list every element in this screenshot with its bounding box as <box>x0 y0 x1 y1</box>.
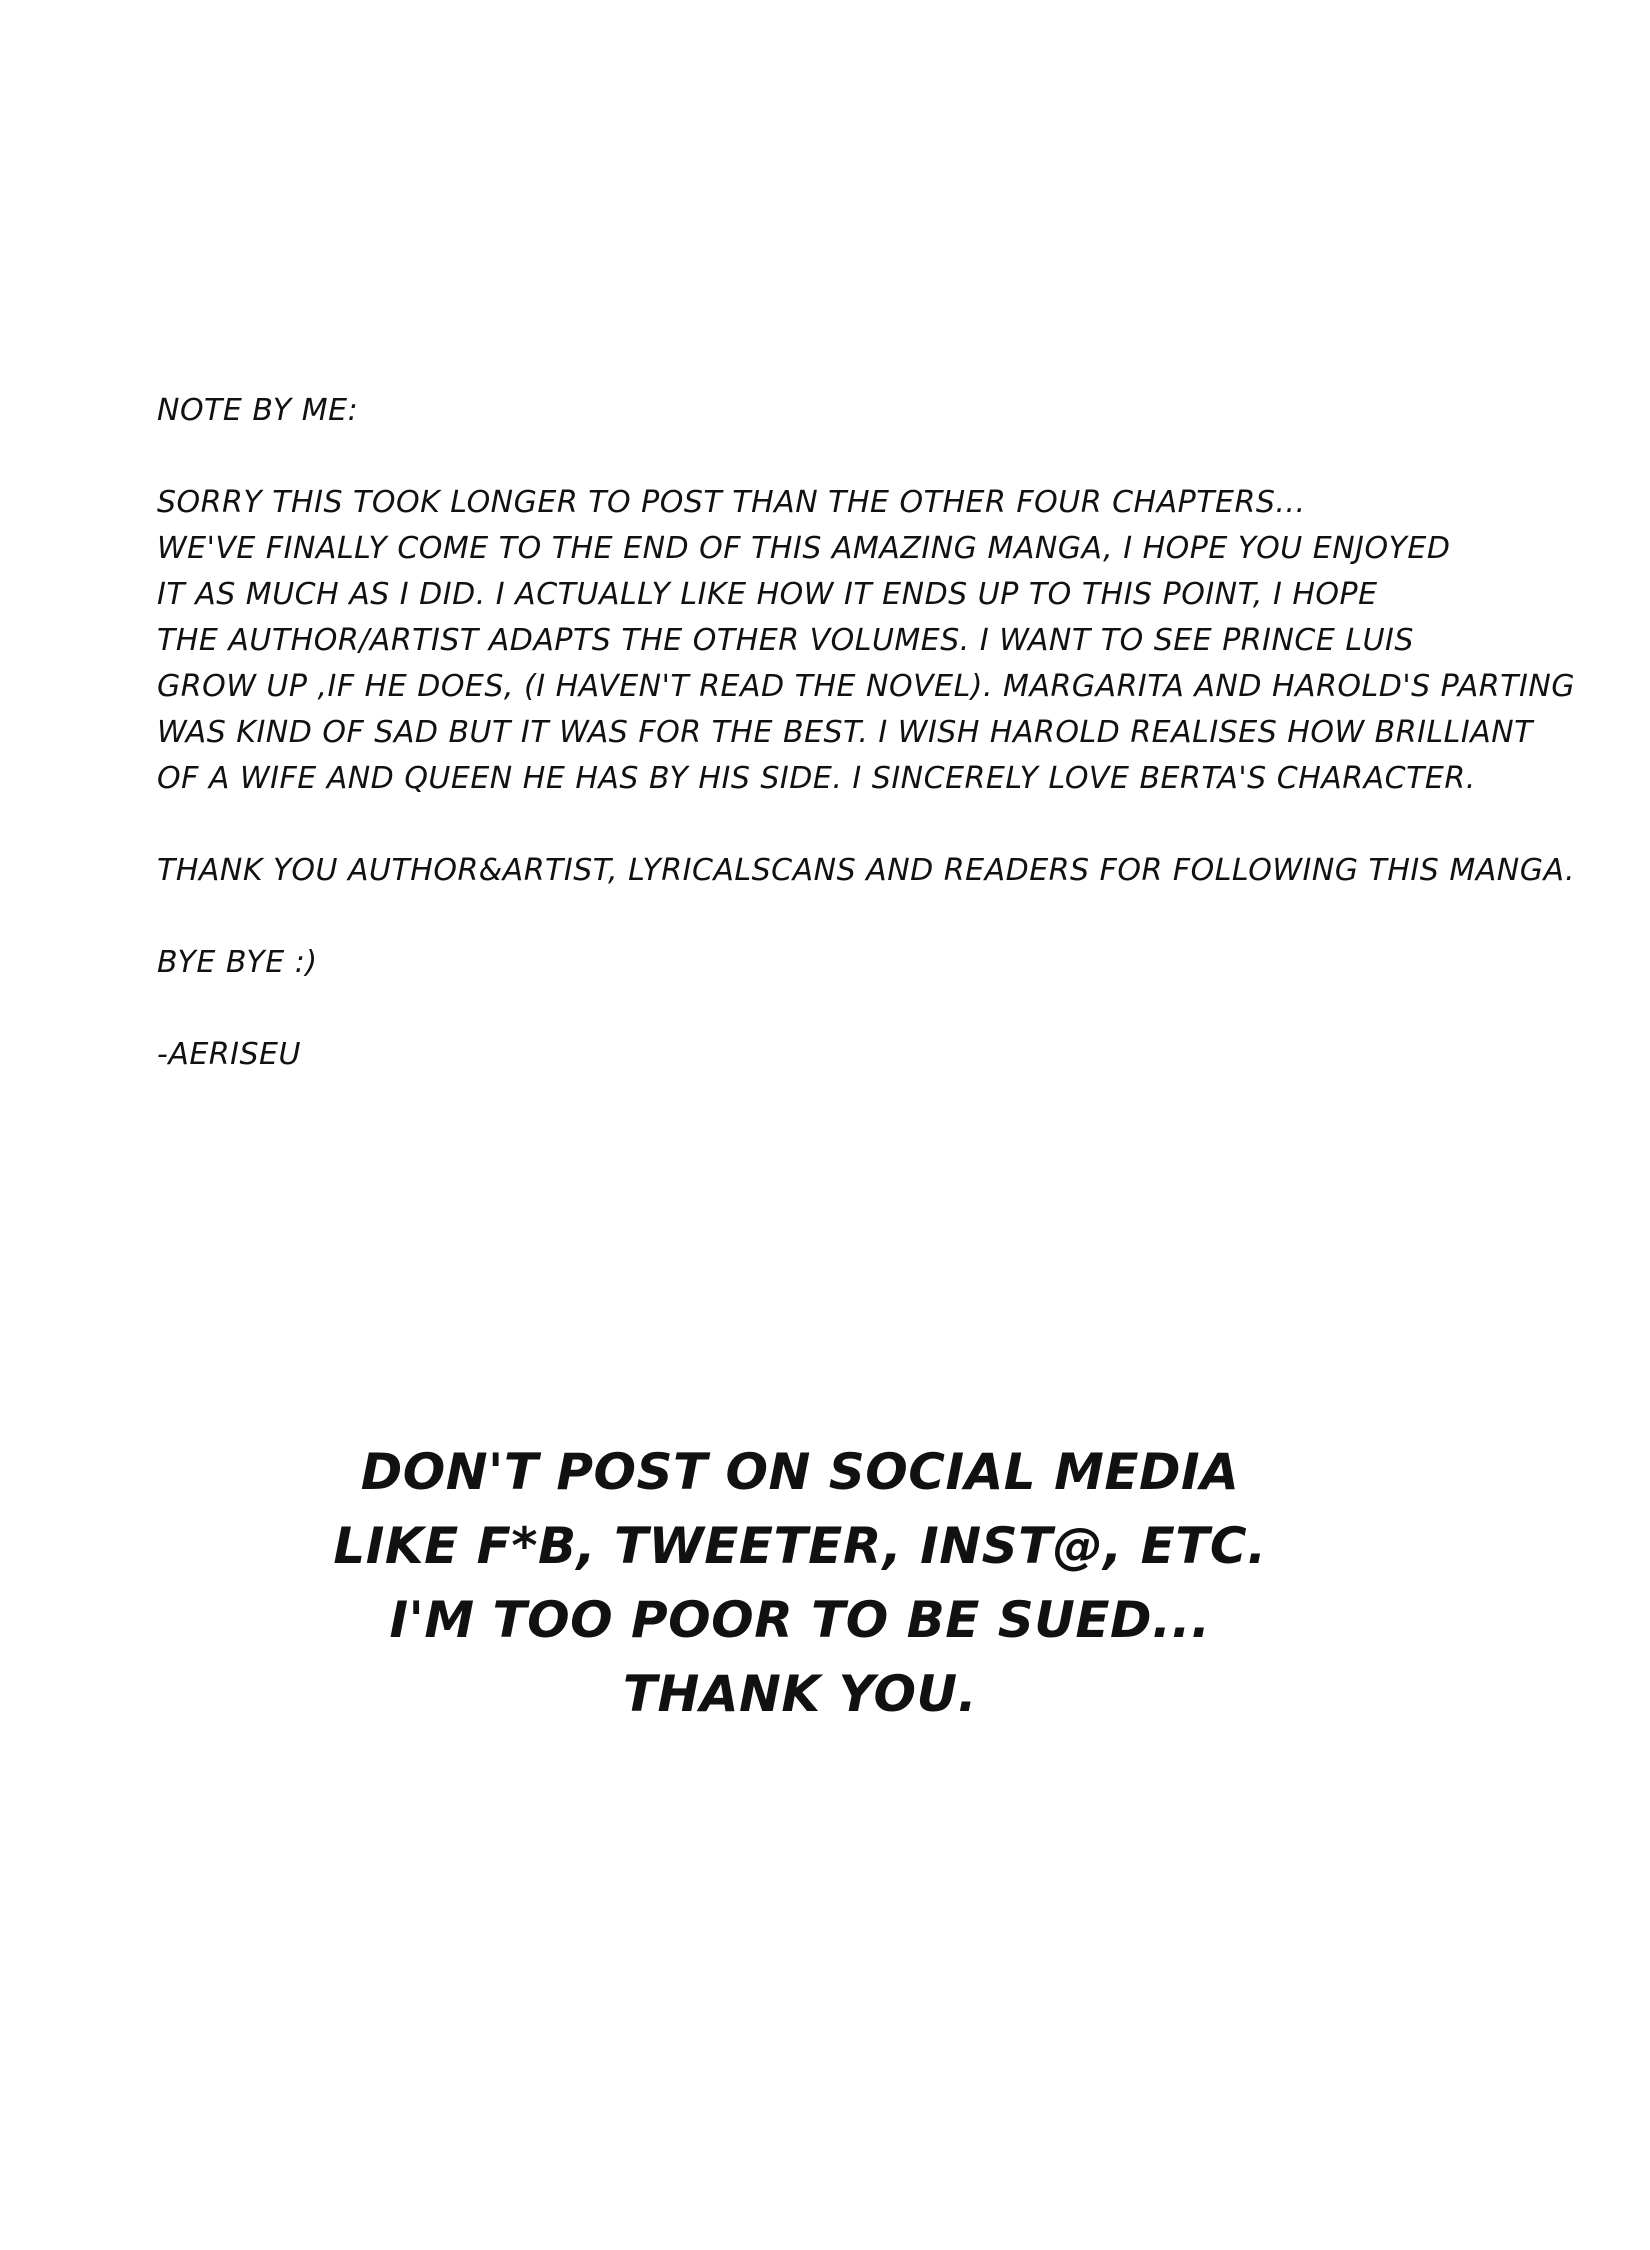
note-body-line: OF A WIFE AND QUEEN HE HAS BY HIS SIDE. I SINCERELY LOVE BERTA'S CHARACTER. <box>157 761 1476 796</box>
translator-note <box>157 388 1587 1078</box>
warning-line: LIKE F*B, TWEETER, INST@, ETC. <box>333 1517 1267 1575</box>
note-body-line: GROW UP ,IF HE DOES, (I HAVEN'T READ THE NOVEL). MARGARITA AND HAROLD'S PARTING <box>157 669 1576 704</box>
sharing-warning <box>300 1435 1300 1731</box>
note-body-line: WE'VE FINALLY COME TO THE END OF THIS AMAZING MANGA, I HOPE YOU ENJOYED <box>157 531 1451 566</box>
note-farewell: BYE BYE :) <box>157 945 318 980</box>
warning-line: I'M TOO POOR TO BE SUED... <box>389 1591 1211 1649</box>
note-body <box>157 480 1587 802</box>
warning-line: THANK YOU. <box>622 1665 978 1723</box>
note-heading: NOTE BY ME: <box>157 393 359 428</box>
note-body-line: IT AS MUCH AS I DID. I ACTUALLY LIKE HOW IT ENDS UP TO THIS POINT, I HOPE <box>157 577 1378 612</box>
note-thanks: THANK YOU AUTHOR&ARTIST, LYRICALSCANS AND READERS FOR FOLLOWING THIS MANGA. <box>157 853 1576 888</box>
note-body-line: THE AUTHOR/ARTIST ADAPTS THE OTHER VOLUMES. I WANT TO SEE PRINCE LUIS <box>157 623 1414 658</box>
note-body-line: SORRY THIS TOOK LONGER TO POST THAN THE OTHER FOUR CHAPTERS... <box>157 485 1306 520</box>
warning-line: DON'T POST ON SOCIAL MEDIA <box>360 1443 1240 1501</box>
note-body-line: WAS KIND OF SAD BUT IT WAS FOR THE BEST. I WISH HAROLD REALISES HOW BRILLIANT <box>157 715 1533 750</box>
note-signature: -AERISEU <box>157 1037 301 1072</box>
